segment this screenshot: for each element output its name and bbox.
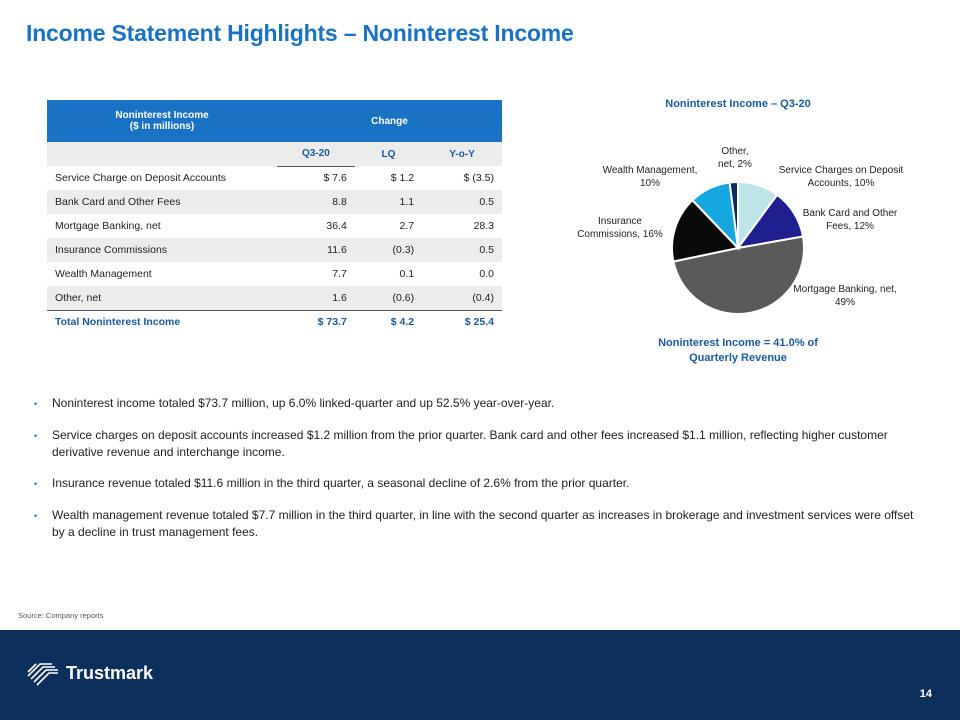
row-lq: 2.7 [399,220,415,232]
page-title: Income Statement Highlights – Noninterest Income [26,20,574,46]
table-row [47,166,502,190]
pie-label-service-charges: Service Charges on Deposit Accounts, 10% [778,165,904,189]
footer-bar [0,630,960,720]
table-row [47,214,502,238]
row-yoy: 28.3 [473,220,494,232]
row-q: 36.4 [326,220,347,232]
bullet-icon: • [34,399,38,409]
pie-label-other: Other, net, 2% [718,146,752,170]
trustmark-logo [26,658,153,688]
row-yoy: (0.4) [422,286,502,310]
bullet-item: • Insurance revenue totaled $11.6 million in the third quarter, a seasonal decline of 2.6% from the prior quarter. [34,475,924,493]
row-label: Other, net [47,286,277,310]
row-lq: 0.1 [399,268,415,280]
row-yoy: 0.0 [479,268,494,280]
row-q: $ 7.6 [277,166,355,190]
row-yoy: $ (3.5) [463,172,494,184]
col-q3-20: Q3-20 [277,142,355,166]
table-row [47,238,502,262]
bullet-list [34,395,924,555]
pie-label-bank-card: Bank Card and Other Fees, 12% [802,208,898,232]
row-q: 11.6 [277,238,355,262]
chart-title: Noninterest Income – Q3-20 [665,98,811,110]
bullet-icon: • [34,511,38,521]
row-q: 1.6 [277,286,355,310]
bullet-item: • Wealth management revenue totaled $7.7 million in the third quarter, in line with the second quarter as increases in brokerage and investment services were offset by a decline in trust management fees. [34,508,914,539]
row-q: 8.8 [277,190,355,214]
bullet-item: • Service charges on deposit accounts increased $1.2 million from the prior quarter. Bank card and other fees increased $1.1 million, reflecting higher customer derivative revenue and interchange income. [34,428,888,459]
row-lq: (0.3) [355,238,422,262]
row-label: Mortgage Banking, net [55,220,161,232]
pie-label-insurance: Insurance Commissions, 16% [577,216,663,240]
row-lq: (0.6) [355,286,422,310]
row-label: Insurance Commissions [47,238,277,262]
table-header-line1: Noninterest Income [115,110,209,121]
row-label: Bank Card and Other Fees [47,190,277,214]
row-q: 7.7 [332,268,347,280]
row-lq: 1.1 [355,190,422,214]
col-yoy: Y-o-Y [422,142,502,166]
bullet-icon: • [34,431,38,441]
pie-label-mortgage: Mortgage Banking, net, 49% [793,284,897,308]
total-yoy: $ 25.4 [422,310,502,334]
table-header-left [47,100,277,142]
row-yoy: 0.5 [422,238,502,262]
bullet-icon: • [34,479,38,489]
table-header-line2: ($ in millions) [129,121,195,132]
noninterest-income-table [47,100,502,334]
page-number: 14 [919,688,932,700]
source-note: Source: Company reports [18,611,104,620]
row-yoy: 0.5 [422,190,502,214]
table-row [47,286,502,310]
bullet-item: • Noninterest income totaled $73.7 million, up 6.0% linked-quarter and up 52.5% year-over-year. [34,395,924,413]
chart-note: Noninterest Income = 41.0% of Quarterly Revenue [658,337,818,364]
col-lq: LQ [355,142,422,166]
table-row [47,190,502,214]
total-lq: $ 4.2 [355,310,422,334]
trustmark-logo-icon [26,658,60,688]
total-label: Total Noninterest Income [47,310,277,334]
row-label: Wealth Management [55,268,152,280]
total-q: $ 73.7 [277,310,355,334]
table-header-change: Change [277,100,502,142]
table-total-row [47,310,502,334]
brand-name: Trustmark [66,662,154,683]
row-lq: $ 1.2 [390,172,415,184]
row-label: Service Charge on Deposit Accounts [55,172,227,184]
pie-label-wealth: Wealth Management, 10% [602,165,698,189]
table-row [47,262,502,286]
